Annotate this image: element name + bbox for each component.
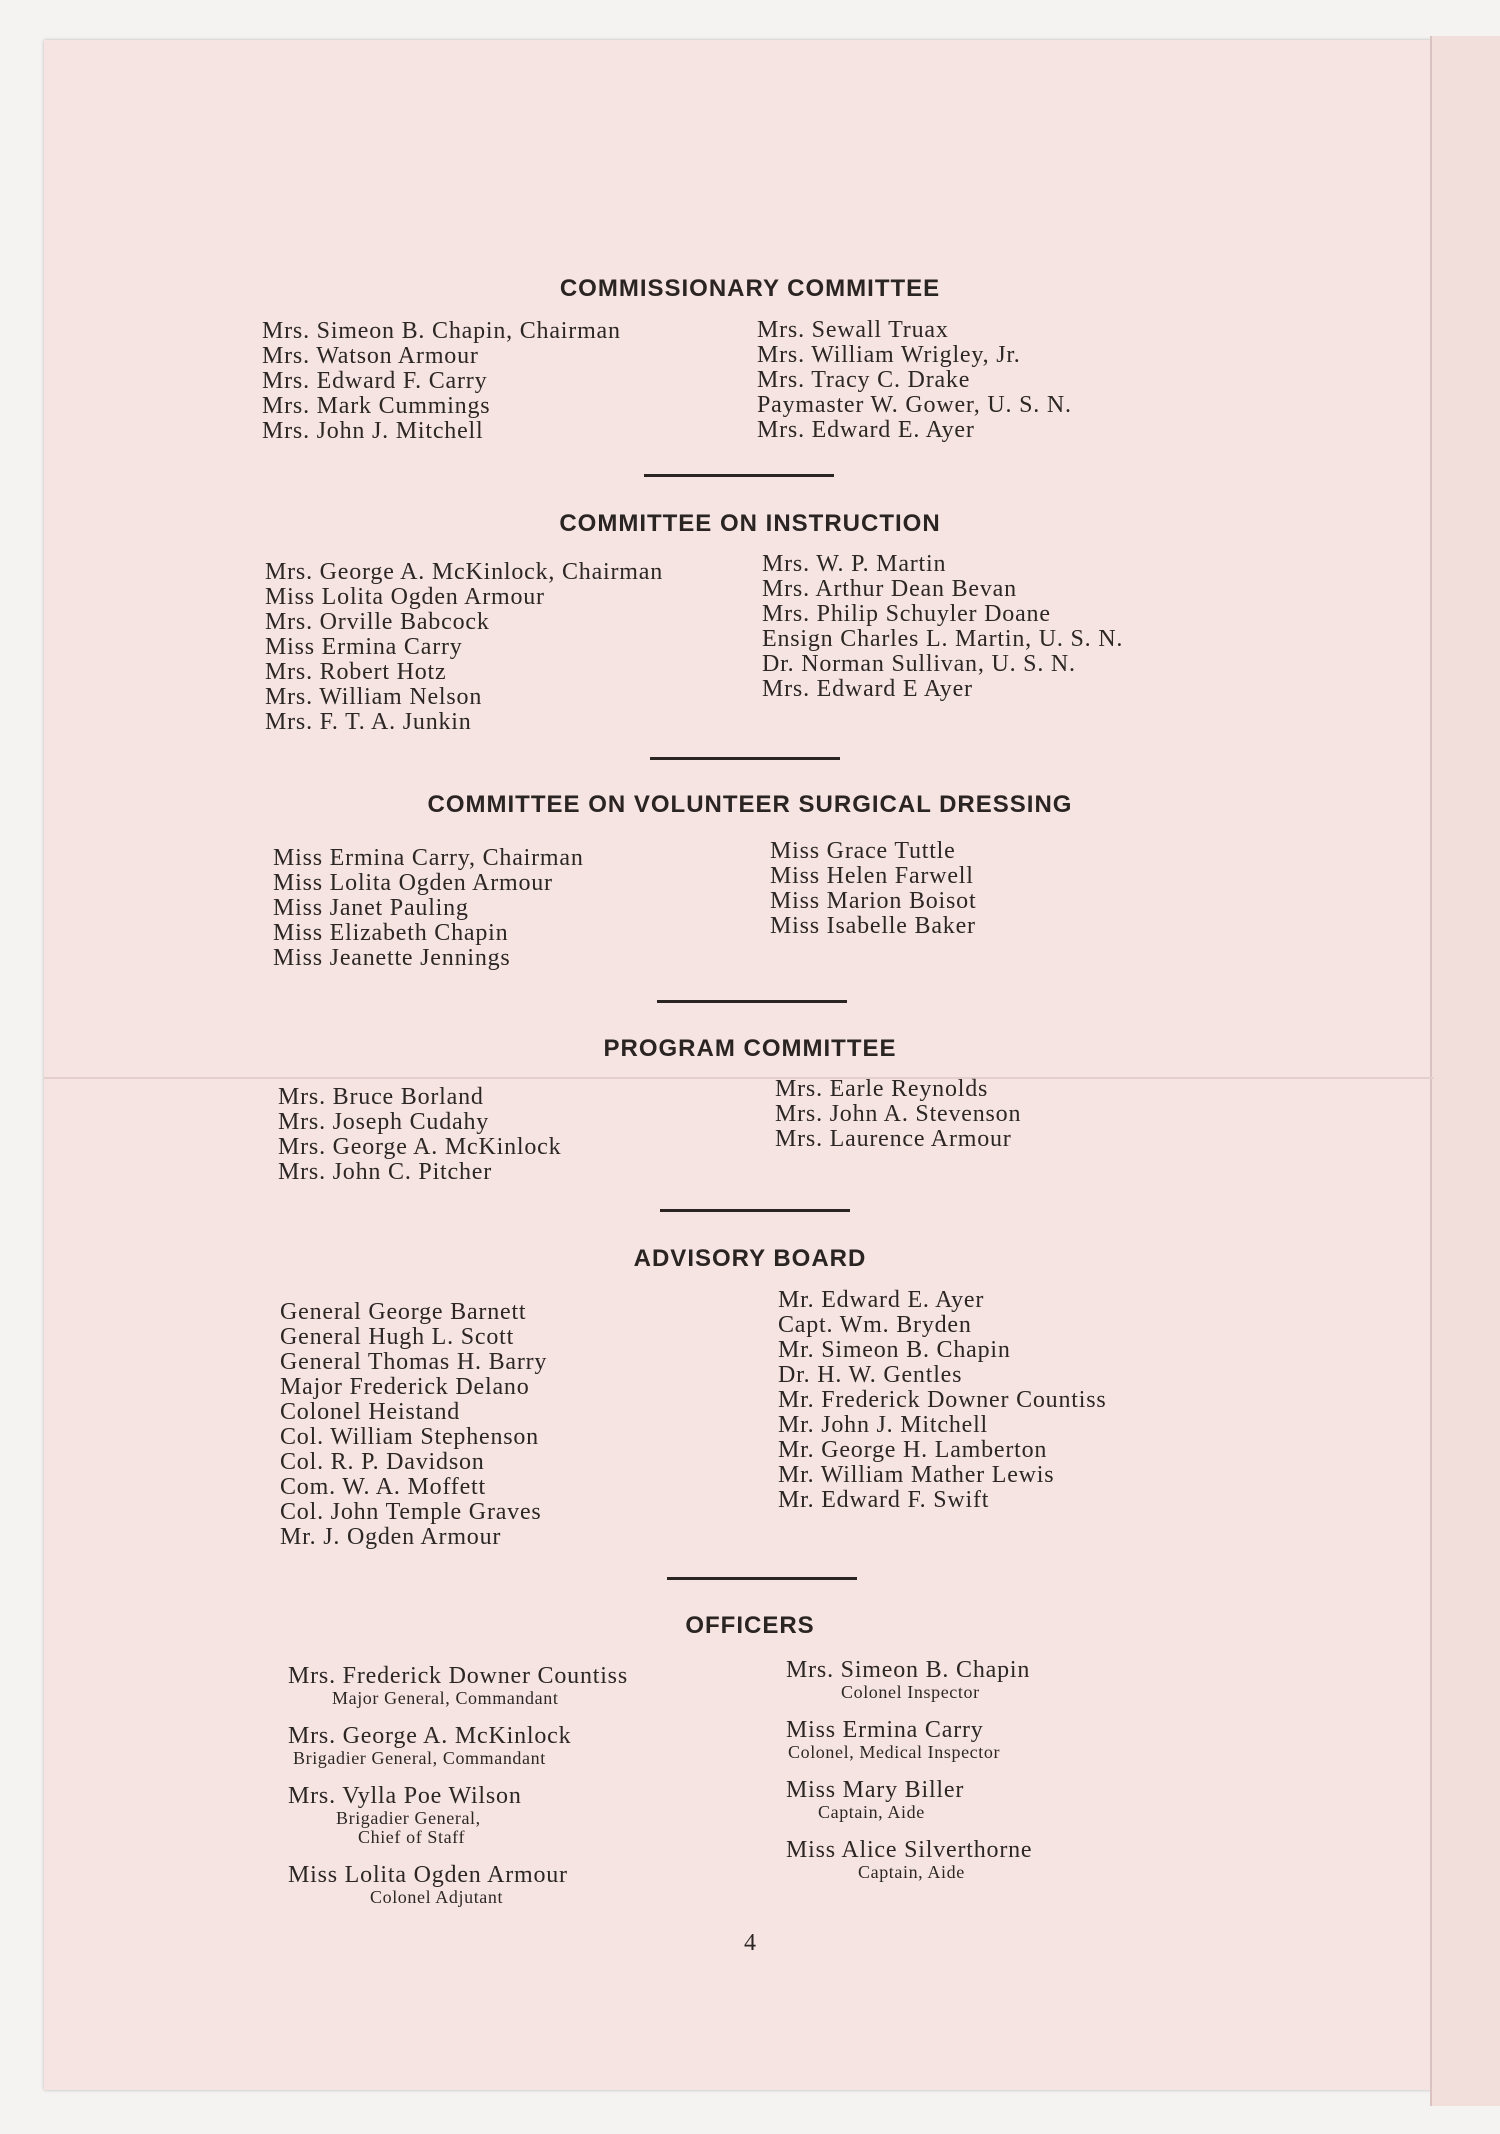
member-name: Miss Marion Boisot [770,888,977,914]
officer-name: Mrs. George A. McKinlock [288,1723,572,1749]
right-column [775,1077,1021,1152]
left-column [273,846,584,971]
member-name: Mr. George H. Lamberton [778,1437,1048,1463]
member-name: Mr. Frederick Downer Countiss [778,1387,1107,1413]
section-divider [657,1000,847,1003]
officer-name: Mrs. Simeon B. Chapin [786,1657,1031,1683]
officer-entry [786,1838,1032,1882]
member-name: Mr. Simeon B. Chapin [778,1337,1011,1363]
officer-name: Mrs. Vylla Poe Wilson [288,1783,522,1809]
member-name: Miss Lolita Ogden Armour [273,870,553,896]
member-name: Mrs. Robert Hotz [265,659,447,685]
member-name: Mrs. Arthur Dean Bevan [762,576,1017,602]
member-name: Miss Elizabeth Chapin [273,920,509,946]
officer-rank: Major General, Commandant [332,1688,559,1708]
member-name: Mr. Edward E. Ayer [778,1287,985,1313]
member-name: Mrs. William Nelson [265,684,483,710]
member-name: Mrs. Bruce Borland [278,1084,484,1110]
member-name: Mrs. John A. Stevenson [775,1101,1022,1127]
section-heading: PROGRAM COMMITTEE [603,1035,897,1062]
member-name: Mrs. John J. Mitchell [262,418,484,444]
right-column [770,839,976,939]
member-name: Miss Grace Tuttle [770,838,956,864]
officer-entry [288,1664,628,1708]
member-name: Miss Lolita Ogden Armour [265,584,545,610]
section-heading: ADVISORY BOARD [633,1245,867,1272]
facing-page-edge [1430,36,1500,2106]
officer-name: Miss Mary Biller [786,1777,965,1803]
officer-name: Miss Alice Silverthorne [786,1837,1033,1863]
member-name: Mrs. George A. McKinlock, Chairman [265,559,664,585]
officer-rank: Captain, Aide [818,1802,925,1822]
member-name: Col. R. P. Davidson [280,1449,485,1475]
right-column [757,318,1072,443]
section-heading: COMMITTEE ON VOLUNTEER SURGICAL DRESSING [427,791,1073,818]
officer-rank: Brigadier General, Commandant [293,1748,546,1768]
member-name: Capt. Wm. Bryden [778,1312,972,1338]
officer-entry [288,1863,628,1907]
officer-rank: Captain, Aide [858,1862,965,1882]
member-name: Com. W. A. Moffett [280,1474,486,1500]
member-name: Mrs. John C. Pitcher [278,1159,492,1185]
member-name: Mrs. Watson Armour [262,343,479,369]
officer-name: Mrs. Frederick Downer Countiss [288,1663,628,1689]
member-name: Colonel Heistand [280,1399,461,1425]
officer-rank: Colonel Adjutant [370,1887,504,1907]
officer-rank: Brigadier General, [336,1808,481,1828]
member-name: Mrs. Edward E Ayer [762,676,973,702]
section-divider [660,1209,850,1212]
member-name: Mrs. Simeon B. Chapin, Chairman [262,318,621,344]
right-column [778,1288,1107,1513]
program-page [44,40,1434,2090]
officer-entry [786,1658,1032,1702]
page-fold-crease [44,1077,1434,1079]
member-name: Miss Helen Farwell [770,863,974,889]
member-name: Mr. William Mather Lewis [778,1462,1055,1488]
member-name: Mrs. Laurence Armour [775,1126,1012,1152]
officer-name: Miss Lolita Ogden Armour [288,1862,568,1888]
member-name: Mrs. Philip Schuyler Doane [762,601,1051,627]
member-name: Paymaster W. Gower, U. S. N. [757,392,1072,418]
member-name: Mrs. Joseph Cudahy [278,1109,490,1135]
section-heading: OFFICERS [685,1612,815,1639]
member-name: General George Barnett [280,1299,527,1325]
left-column [278,1085,561,1185]
member-name: Mrs. W. P. Martin [762,551,947,577]
member-name: Miss Ermina Carry [265,634,463,660]
member-name: Mrs. William Wrigley, Jr. [757,342,1021,368]
member-name: Miss Isabelle Baker [770,913,976,939]
member-name: Mr. Edward F. Swift [778,1487,990,1513]
left-column [280,1300,547,1550]
member-name: Mrs. F. T. A. Junkin [265,709,472,735]
officer-rank: Colonel Inspector [841,1682,980,1702]
member-name: Dr. H. W. Gentles [778,1362,963,1388]
member-name: Col. John Temple Graves [280,1499,542,1525]
member-name: Mrs. George A. McKinlock [278,1134,562,1160]
page-number: 4 [744,1930,756,1956]
member-name: Mr. J. Ogden Armour [280,1524,502,1550]
member-name: Mrs. Edward F. Carry [262,368,488,394]
member-name: Miss Jeanette Jennings [273,945,511,971]
member-name: Miss Ermina Carry, Chairman [273,845,584,871]
member-name: Ensign Charles L. Martin, U. S. N. [762,626,1124,652]
officer-name: Miss Ermina Carry [786,1717,984,1743]
member-name: Mrs. Orville Babcock [265,609,490,635]
left-column [288,1664,628,1923]
member-name: Dr. Norman Sullivan, U. S. N. [762,651,1076,677]
member-name: Col. William Stephenson [280,1424,539,1450]
section-heading: COMMITTEE ON INSTRUCTION [559,510,941,537]
officer-rank-line2: Chief of Staff [358,1827,466,1847]
member-name: Mrs. Sewall Truax [757,317,949,343]
left-column [262,319,621,444]
officer-entry [786,1778,1032,1822]
officer-entry [786,1718,1032,1762]
member-name: General Thomas H. Barry [280,1349,548,1375]
member-name: Mrs. Earle Reynolds [775,1076,989,1102]
member-name: General Hugh L. Scott [280,1324,515,1350]
officer-rank: Colonel, Medical Inspector [788,1742,1001,1762]
right-column [786,1658,1032,1898]
member-name: Miss Janet Pauling [273,895,469,921]
officer-entry [288,1724,628,1768]
section-divider [650,757,840,760]
member-name: Mrs. Mark Cummings [262,393,491,419]
member-name: Mrs. Edward E. Ayer [757,417,975,443]
member-name: Major Frederick Delano [280,1374,530,1400]
section-heading: COMMISSIONARY COMMITTEE [559,275,941,302]
section-divider [644,474,834,477]
right-column [762,552,1123,702]
section-divider [667,1577,857,1580]
member-name: Mrs. Tracy C. Drake [757,367,971,393]
officer-entry [288,1784,628,1847]
left-column [265,560,663,735]
member-name: Mr. John J. Mitchell [778,1412,989,1438]
